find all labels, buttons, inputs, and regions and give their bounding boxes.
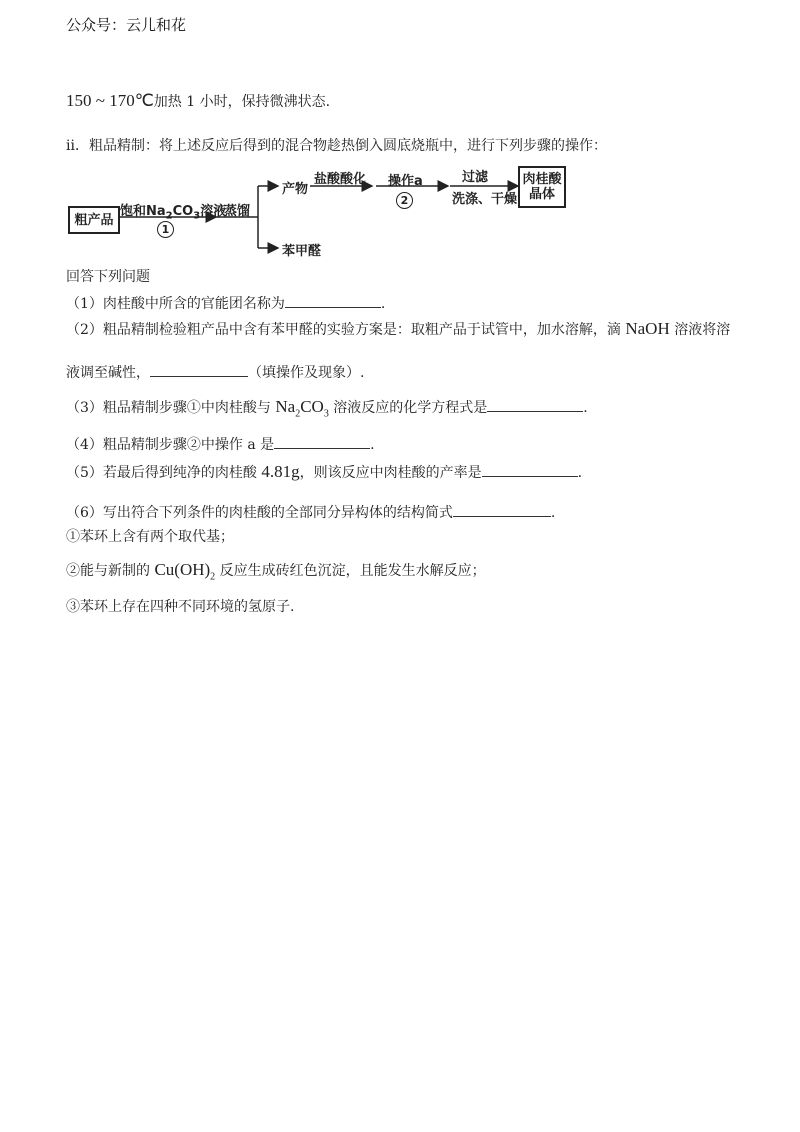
mass-value: 4.81g (261, 462, 300, 481)
refining-flow-diagram (66, 162, 586, 262)
product-label: 产物 (282, 182, 309, 197)
condition-1: ①苯环上含有两个取代基； (66, 529, 234, 545)
q5-answer-blank[interactable] (482, 462, 578, 477)
refine-intro: ⅱ．粗品精制：将上述反应后得到的混合物趁热倒入圆底烧瓶中，进行下列步骤的操作： (66, 138, 607, 154)
question-3: （3）粗品精制步骤①中肉桂酸与 $Na_2CO_3$ 溶液反应的化学方程式是 . (66, 397, 588, 420)
naoh-formula: NaOH (625, 319, 670, 338)
q4-answer-blank[interactable] (274, 434, 370, 449)
wash-dry-label: 洗涤、干燥 (452, 192, 518, 207)
crude-product-box: 粗产品 (68, 206, 120, 234)
op-a-label: 操作a (388, 174, 423, 189)
heating-text: 加热 1 小时，保持微沸状态. (153, 94, 331, 110)
question-1: （1）肉桂酸中所含的官能团名称为 . (66, 293, 385, 313)
benzaldehyde-label: 苯甲醛 (282, 244, 322, 259)
page-header: 公众号：云儿和花 (66, 16, 187, 34)
acidify-label: 盐酸酸化 (314, 172, 367, 187)
step2-number: 2 (396, 192, 413, 209)
final-product-box: 肉桂酸 晶体 (518, 166, 566, 208)
question-2-continued: 液调至碱性， （填操作及现象）. (66, 362, 364, 382)
q2-answer-blank[interactable] (150, 362, 248, 377)
step1-number: 1 (157, 221, 174, 238)
line-heating (66, 92, 330, 111)
na2co3-formula: $Na_2CO_3$ (275, 397, 329, 420)
q3-answer-blank[interactable] (487, 397, 583, 412)
question-2: （2）粗品精制检验粗产品中含有苯甲醛的实验方案是：取粗产品于试管中，加水溶解，滴 NaOH 溶液将溶 (66, 319, 731, 338)
answer-prompt: 回答下列问题 (66, 269, 150, 285)
temperature-range: 150 ~ 170℃ (66, 91, 154, 110)
question-5: （5）若最后得到纯净的肉桂酸 4.81g，则该反应中肉桂酸的产率是 . (66, 462, 583, 481)
question-6: （6）写出符合下列条件的肉桂酸的全部同分异构体的结构简式 . (66, 502, 555, 522)
cuoh2-formula: $Cu(OH)_2$ (154, 560, 216, 583)
condition-3: ③苯环上存在四种不同环境的氢原子. (66, 599, 295, 615)
filter-label: 过滤 (462, 170, 489, 185)
step1-label: 饱和$Na_2CO_3$溶液 (120, 204, 227, 222)
distill-label: 蒸馏 (224, 204, 251, 219)
q1-answer-blank[interactable] (285, 293, 381, 308)
q6-answer-blank[interactable] (453, 502, 551, 517)
condition-2: ②能与新制的 $Cu(OH)_2$ 反应生成砖红色沉淀，且能发生水解反应； (66, 560, 486, 583)
question-4: （4）粗品精制步骤②中操作 a 是 . (66, 434, 375, 454)
